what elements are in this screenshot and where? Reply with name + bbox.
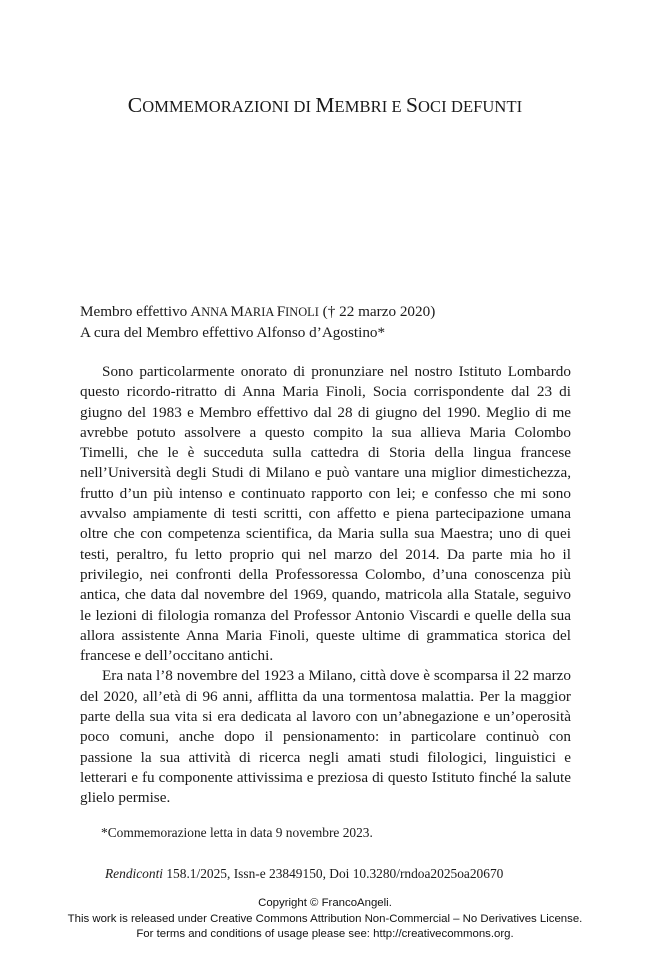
title-smallcaps: EMBRI E — [334, 97, 406, 116]
name-initial: M — [230, 303, 244, 320]
body-paragraph: Era nata l’8 novembre del 1923 a Milano, città dove è scomparsa il 22 marzo del 2020, all’età di 96 anni, afflitta da una tormentosa malattia. Per la maggior parte della sua vita si era dedicata al lavoro con un’abnegazione e un’operosità poco comuni, anche dopo il pensionamento: in particolare continuò con passione la sua attività di ricerca negli amati studi filologici, linguistici e letterari e fu componente attivissima e preziosa di questo Istituto finché la salute glielo permise. — [80, 667, 571, 807]
subject-date: († 22 marzo 2020) — [318, 303, 436, 320]
subject-prefix: Membro effettivo — [80, 303, 191, 320]
license-line: This work is released under Creative Commons Attribution Non-Commercial – No Derivatives License. — [67, 912, 583, 925]
copyright-notice — [0, 896, 650, 943]
name-smallcaps: NNA — [201, 305, 231, 319]
journal-name: Rendiconti — [105, 866, 164, 881]
title-initial: S — [405, 93, 418, 117]
citation-details: 158.1/2025, Issn-e 23849150, Doi 10.3280/rndoa2025oa20670 — [163, 866, 504, 881]
footnote: *Commemorazione letta in data 9 novembre 2023. — [101, 825, 373, 840]
article-body — [80, 362, 571, 809]
terms-line: For terms and conditions of usage please see: http://creativecommons.org. — [136, 928, 514, 941]
citation-line — [105, 866, 503, 882]
copyright-line: Copyright © FrancoAngeli. — [258, 897, 392, 909]
title-smallcaps: OMMEMORAZIONI DI — [142, 97, 316, 116]
name-smallcaps: ARIA — [243, 305, 277, 319]
name-initial: F — [276, 303, 286, 320]
section-title — [0, 93, 650, 118]
title-initial: M — [315, 93, 335, 117]
name-initial: A — [190, 303, 202, 320]
editor-line: A cura del Membro effettivo Alfonso d’Agostino* — [80, 324, 386, 341]
title-smallcaps: OCI DEFUNTI — [418, 97, 523, 116]
subject-line — [80, 301, 580, 323]
title-initial: C — [127, 93, 143, 117]
body-paragraph: Sono particolarmente onorato di pronunziare nel nostro Istituto Lombardo questo ricordo-ritratto di Anna Maria Finoli, Socia corrispondente dal 23 di giugno del 1983 e Membro effettivo dal 28 di giugno del 1990. Meglio di me avrebbe potuto assolvere a questo compito la sua allieva Maria Colombo Timelli, che le è succeduta sulla cattedra di Storia della lingua francese nell’Università degli Studi di Milano e può vantare una miglior dimestichezza, frutto d’un più intenso e continuato rapporto con lei; e confesso che mi sono avvalso ampiamente di testi scritti, con affetto e piena partecipazione umana oltre che con competenza scientifica, da Maria sulla sua Maestra; uno di quei testi, peraltro, fu letto proprio qui nel marzo del 2014. Da parte mia ho il privilegio, nei confronti della Professoressa Colombo, d’una conoscenza più antica, che data dal novembre del 1969, quando, matricola alla Statale, seguivo le lezioni di filologia romanza del Professor Antonio Viscardi e quelle della sua allora assistente Anna Maria Finoli, queste ultime di grammatica storica del francese e dell’occitano antichi. — [80, 363, 571, 665]
name-smallcaps: INOLI — [285, 305, 319, 319]
